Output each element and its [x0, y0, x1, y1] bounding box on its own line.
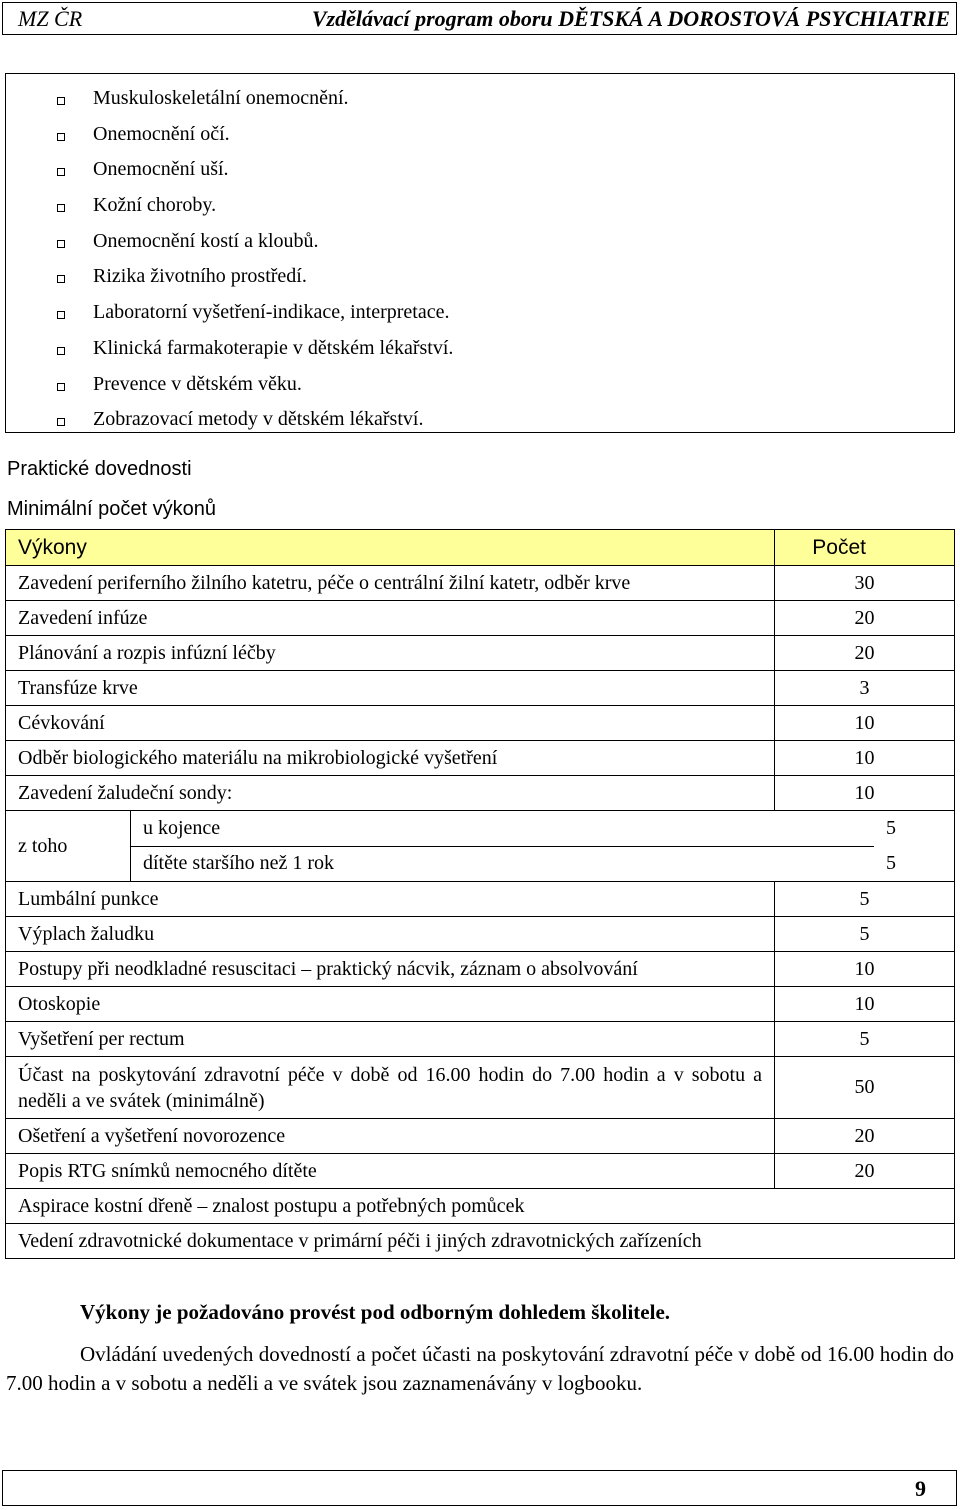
table-row: Postupy při neodkladné resuscitaci – praktický nácvik, záznam o absolvování 10: [6, 952, 955, 987]
table-header-row: [6, 530, 955, 566]
table-row: Transfúze krve 3: [6, 671, 955, 706]
table-row: Vedení zdravotnické dokumentace v primární péči i jiných zdravotnických zařízeních: [6, 1224, 955, 1259]
square-bullet-icon: [57, 97, 65, 105]
table-row: Plánování a rozpis infúzní léčby 20: [6, 636, 955, 671]
page-header: [2, 2, 957, 35]
square-bullet-icon: [57, 418, 65, 426]
header-cell-count: Počet: [775, 530, 955, 566]
table-row: Cévkování 10: [6, 706, 955, 741]
square-bullet-icon: [57, 275, 65, 283]
table-row: Ošetření a vyšetření novorozence 20: [6, 1119, 955, 1154]
table-row: dítěte staršího než 1 rok 5: [131, 846, 954, 881]
list-item: Kožní choroby.: [6, 189, 453, 225]
table-row: Otoskopie 10: [6, 987, 955, 1022]
header-left: MZ ČR: [18, 6, 83, 31]
topics-list: [6, 82, 453, 439]
list-item: Onemocnění kostí a kloubů.: [6, 225, 453, 261]
square-bullet-icon: [57, 204, 65, 212]
table-row: Zavedení žaludeční sondy: 10: [6, 776, 955, 811]
table-row: Zavedení infúze 20: [6, 601, 955, 636]
square-bullet-icon: [57, 383, 65, 391]
subgroup-table: [131, 811, 954, 881]
logbook-note: Ovládání uvedených dovedností a počet účasti na poskytování zdravotní péče v době od 16.00 hodin do 7.00 hodin a v sobotu a neděli a ve svátek jsou zaznamenávány v logbooku.: [6, 1342, 954, 1395]
list-item: Onemocnění uší.: [6, 153, 453, 189]
page-footer: [2, 1470, 957, 1506]
list-item: Onemocnění očí.: [6, 118, 453, 154]
square-bullet-icon: [57, 311, 65, 319]
square-bullet-icon: [57, 168, 65, 176]
list-item: Laboratorní vyšetření-indikace, interpretace.: [6, 296, 453, 332]
list-item: Prevence v dětském věku.: [6, 368, 453, 404]
section-subtitle: Minimální počet výkonů: [7, 498, 216, 520]
page-number: 9: [915, 1476, 926, 1501]
square-bullet-icon: [57, 347, 65, 355]
table-row: Aspirace kostní dřeně – znalost postupu a potřebných pomůcek: [6, 1189, 955, 1224]
skills-table: [5, 529, 955, 1259]
section-title: Praktické dovednosti: [7, 458, 192, 480]
table-row: Výplach žaludku 5: [6, 917, 955, 952]
list-item: Zobrazovací metody v dětském lékařství.: [6, 403, 453, 439]
table-row: Vyšetření per rectum 5: [6, 1022, 955, 1057]
table-row: u kojence 5: [143, 816, 896, 839]
header-cell-skills: Výkony: [6, 530, 775, 566]
supervision-note: Výkony je požadováno provést pod odborným dohledem školitele.: [80, 1300, 671, 1324]
list-item: Muskuloskeletální onemocnění.: [6, 82, 453, 118]
square-bullet-icon: [57, 133, 65, 141]
table-row: Odběr biologického materiálu na mikrobiologické vyšetření 10: [6, 741, 955, 776]
header-title: Vzdělávací program oboru DĚTSKÁ A DOROSTOVÁ PSYCHIATRIE: [311, 6, 950, 31]
table-row: Účast na poskytování zdravotní péče v době od 16.00 hodin do 7.00 hodin a v sobotu a neděli a ve svátek (minimálně) 50: [6, 1057, 955, 1119]
table-row-subgroup: [6, 811, 955, 882]
square-bullet-icon: [57, 240, 65, 248]
subgroup-label: z toho: [6, 811, 131, 882]
table-row: Zavedení periferního žilního katetru, péče o centrální žilní katetr, odběr krve 30: [6, 566, 955, 601]
table-row: Popis RTG snímků nemocného dítěte 20: [6, 1154, 955, 1189]
table-row: Lumbální punkce 5: [6, 882, 955, 917]
list-item: Klinická farmakoterapie v dětském lékařství.: [6, 332, 453, 368]
list-item: Rizika životního prostředí.: [6, 260, 453, 296]
topics-box: [5, 73, 955, 433]
